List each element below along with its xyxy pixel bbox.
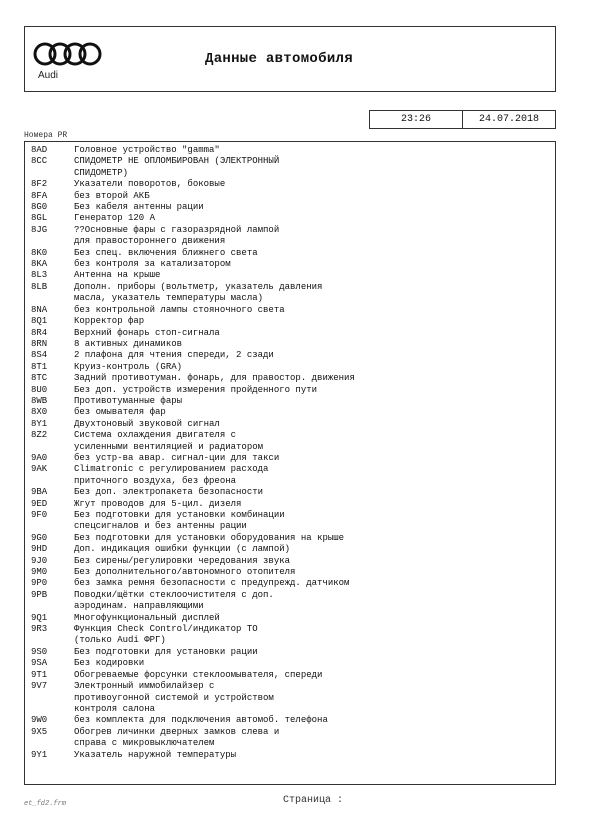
pr-code: 9R3 <box>31 624 48 635</box>
pr-description <box>74 487 555 498</box>
timestamp-box <box>369 110 556 129</box>
pr-description-line: Противотуманные фары <box>74 395 183 406</box>
pr-code: 9G0 <box>31 532 48 543</box>
pr-description-line: Climatronic с регулированием расхода <box>74 464 269 475</box>
pr-code: 9W0 <box>31 715 48 726</box>
pr-description-line: без контрольной лампы стояночного света <box>74 304 285 315</box>
list-item <box>25 544 555 555</box>
list-item <box>25 191 555 202</box>
pr-description-line: Дополн. приборы (вольтметр, указатель давления <box>74 281 323 292</box>
list-item <box>25 282 555 305</box>
list-item <box>25 248 555 259</box>
section-label: Номера PR <box>24 131 68 140</box>
pr-description-line: аэродинам. направляющими <box>74 601 204 612</box>
list-item <box>25 750 555 761</box>
pr-description <box>74 670 555 681</box>
pr-description-line: Верхний фонарь стоп-сигнала <box>74 327 220 338</box>
pr-code: 9ED <box>31 498 48 509</box>
page-title: Данные автомобиля <box>205 51 353 67</box>
pr-code: 9PB <box>31 589 48 600</box>
pr-description-line: без омывателя фар <box>74 407 166 418</box>
list-item <box>25 385 555 396</box>
list-item <box>25 179 555 190</box>
pr-description <box>74 499 555 510</box>
pr-code: 8R4 <box>31 327 48 338</box>
pr-description-line: Доп. индикация ошибки функции (с лампой) <box>74 544 291 555</box>
list-item <box>25 270 555 281</box>
pr-description-line: Без спец. включения ближнего света <box>74 247 258 258</box>
pr-code: 8NA <box>31 304 48 315</box>
pr-description-line: Указатели поворотов, боковые <box>74 179 226 190</box>
pr-description <box>74 510 555 533</box>
pr-description <box>74 385 555 396</box>
pr-code: 9S0 <box>31 646 48 657</box>
pr-description <box>74 316 555 327</box>
list-item <box>25 715 555 726</box>
pr-description <box>74 202 555 213</box>
pr-description-line: Электронный иммобилайзер с <box>74 681 215 692</box>
pr-description <box>74 191 555 202</box>
pr-code: 9BA <box>31 487 48 498</box>
pr-description <box>74 225 555 248</box>
list-item <box>25 419 555 430</box>
list-item <box>25 316 555 327</box>
list-item <box>25 339 555 350</box>
pr-description <box>74 305 555 316</box>
pr-code: 9M0 <box>31 567 48 578</box>
pr-description-line: Без кодировки <box>74 658 145 669</box>
list-item <box>25 430 555 453</box>
pr-description <box>74 328 555 339</box>
pr-code: 8LB <box>31 281 48 292</box>
pr-description <box>74 282 555 305</box>
pr-description <box>74 750 555 761</box>
form-id: et_fd2.frm <box>24 800 67 808</box>
list-item <box>25 373 555 384</box>
pr-code: 9AK <box>31 464 48 475</box>
pr-description-line: Обогрев личинки дверных замков слева и <box>74 726 280 737</box>
pr-description-line: без замка ремня безопасности с предупрежд. датчиком <box>74 578 350 589</box>
pr-code: 8L3 <box>31 270 48 281</box>
pr-description <box>74 647 555 658</box>
list-item <box>25 213 555 224</box>
pr-description-line: Без подготовки для установки комбинации <box>74 510 285 520</box>
list-item <box>25 487 555 498</box>
header-box <box>24 26 556 92</box>
list-item <box>25 328 555 339</box>
pr-description-line: 2 плафона для чтения спереди, 2 сзади <box>74 350 274 361</box>
pr-description <box>74 453 555 464</box>
pr-description-line: СПИДОМЕТР НЕ ОПЛОМБИРОВАН (ЭЛЕКТРОННЫЙ <box>74 156 280 167</box>
pr-code: 8X0 <box>31 407 48 418</box>
pr-description-line: масла, указатель температуры масла) <box>74 293 264 304</box>
pr-code: 8Y1 <box>31 418 48 429</box>
list-item <box>25 681 555 715</box>
pr-code: 9SA <box>31 658 48 669</box>
pr-description <box>74 578 555 589</box>
pr-code: 8F2 <box>31 179 48 190</box>
audi-rings-logo <box>33 41 103 67</box>
list-item <box>25 533 555 544</box>
list-item <box>25 362 555 373</box>
list-item <box>25 613 555 624</box>
pr-description <box>74 350 555 361</box>
pr-description-line: справа с микровыключателем <box>74 738 215 749</box>
pr-description <box>74 373 555 384</box>
pr-description-line: Жгут проводов для 5-цил. дизеля <box>74 498 242 509</box>
pr-code: 8S4 <box>31 350 48 361</box>
pr-code: 8WB <box>31 395 48 406</box>
page-number-label: Страница : <box>283 795 344 806</box>
list-item <box>25 453 555 464</box>
list-item <box>25 670 555 681</box>
pr-description <box>74 179 555 190</box>
pr-description <box>74 430 555 453</box>
pr-code: 8RN <box>31 338 48 349</box>
pr-code-list <box>24 141 556 785</box>
pr-description-line: (только Audi ФРГ) <box>74 635 166 646</box>
pr-description-line: контроля салона <box>74 703 156 714</box>
pr-description <box>74 270 555 281</box>
pr-code: 8TC <box>31 373 48 384</box>
pr-description <box>74 464 555 487</box>
time-value: 23:26 <box>370 111 463 128</box>
pr-description <box>74 156 555 179</box>
list-item <box>25 305 555 316</box>
pr-code: 9T1 <box>31 669 48 680</box>
list-item <box>25 556 555 567</box>
pr-code: 8T1 <box>31 361 48 372</box>
pr-description-line: усиленными вентиляцией и радиатором <box>74 441 264 452</box>
pr-code: 8JG <box>31 224 48 235</box>
date-value: 24.07.2018 <box>478 114 539 125</box>
pr-description-line: Без сирены/регулировки чередования звука <box>74 555 291 566</box>
pr-description-line: Без дополнительного/автономного отопителя <box>74 567 296 578</box>
pr-description-line: Двухтоновый звуковой сигнал <box>74 418 220 429</box>
pr-code: 8G0 <box>31 202 48 213</box>
pr-code: 8KA <box>31 259 48 270</box>
list-item <box>25 225 555 248</box>
pr-code: 9J0 <box>31 555 48 566</box>
list-item <box>25 499 555 510</box>
pr-description-line: Без доп. устройств измерения пройденного пути <box>74 384 318 395</box>
pr-code: 8CC <box>31 156 48 167</box>
pr-description-line: без комплекта для подключения автомоб. телефона <box>74 715 328 726</box>
pr-description <box>74 248 555 259</box>
list-item <box>25 407 555 418</box>
pr-description-line: без устр-ва авар. сигнал-ции для такси <box>74 452 280 463</box>
pr-description <box>74 396 555 407</box>
pr-code: 9Y1 <box>31 749 48 760</box>
pr-description <box>74 556 555 567</box>
pr-description <box>74 339 555 350</box>
list-item <box>25 259 555 270</box>
pr-description <box>74 715 555 726</box>
pr-description <box>74 145 555 156</box>
pr-description-line: Обогреваемые форсунки стеклоомывателя, спереди <box>74 669 323 680</box>
pr-code: 8AD <box>31 145 48 155</box>
pr-description <box>74 362 555 373</box>
pr-description-line: без контроля за катализатором <box>74 259 231 270</box>
pr-description <box>74 590 555 613</box>
pr-description-line: Антенна на крыше <box>74 270 161 281</box>
pr-description-line: Система охлаждения двигателя с <box>74 430 237 441</box>
list-item <box>25 624 555 647</box>
list-item <box>25 578 555 589</box>
pr-description-line: Многофункциональный дисплей <box>74 612 220 623</box>
pr-description-line: Задний противотуман. фонарь, для правостор. движения <box>74 373 355 384</box>
pr-description-line: Без подготовки для установки оборудования на крыше <box>74 532 345 543</box>
pr-description <box>74 533 555 544</box>
pr-description-line: СПИДОМЕТР) <box>74 167 129 178</box>
pr-description <box>74 544 555 555</box>
pr-code: 9X5 <box>31 726 48 737</box>
pr-description <box>74 613 555 624</box>
pr-code: 8GL <box>31 213 48 224</box>
list-item <box>25 350 555 361</box>
pr-description <box>74 658 555 669</box>
list-item <box>25 202 555 213</box>
pr-description-line: Генератор 120 А <box>74 213 156 224</box>
pr-code: 9HD <box>31 544 48 555</box>
list-item <box>25 156 555 179</box>
list-item <box>25 727 555 750</box>
pr-description-line: без второй АКБ <box>74 190 150 201</box>
pr-description <box>74 681 555 715</box>
pr-description-line: Корректор фар <box>74 316 145 327</box>
list-item <box>25 647 555 658</box>
list-item <box>25 464 555 487</box>
pr-code: 8K0 <box>31 247 48 258</box>
pr-description <box>74 624 555 647</box>
pr-description-line: противоугонной системой и устройством <box>74 692 274 703</box>
list-item <box>25 590 555 613</box>
list-item <box>25 396 555 407</box>
brand-name: Audi <box>38 70 59 81</box>
list-item <box>25 567 555 578</box>
pr-description <box>74 213 555 224</box>
pr-code: 9V7 <box>31 681 48 692</box>
pr-description <box>74 567 555 578</box>
list-item <box>25 658 555 669</box>
pr-code: 9P0 <box>31 578 48 589</box>
pr-description-line: спецсигналов и без антенны рации <box>74 521 247 532</box>
pr-description-line: для правостороннего движения <box>74 236 226 247</box>
pr-description-line: Без кабеля антенны рации <box>74 202 204 213</box>
pr-description-line: Головное устройство "gamma" <box>74 145 220 155</box>
pr-description <box>74 727 555 750</box>
pr-description <box>74 259 555 270</box>
pr-code: 9F0 <box>31 510 48 520</box>
list-item <box>25 145 555 156</box>
pr-description-line: Поводки/щётки стеклоочистителя с доп. <box>74 589 274 600</box>
pr-description <box>74 419 555 430</box>
pr-description-line: Функция Check Control/индикатор ТО <box>74 624 258 635</box>
pr-description <box>74 407 555 418</box>
pr-code: 8Z2 <box>31 430 48 441</box>
pr-code: 8Q1 <box>31 316 48 327</box>
pr-code: 9A0 <box>31 452 48 463</box>
pr-code: 8U0 <box>31 384 48 395</box>
pr-code: 8FA <box>31 190 48 201</box>
pr-description-line: Указатель наружной температуры <box>74 749 237 760</box>
pr-code: 9Q1 <box>31 612 48 623</box>
pr-description-line: Без доп. электропакета безопасности <box>74 487 264 498</box>
pr-description-line: Круиз-контроль (GRA) <box>74 361 183 372</box>
pr-description-line: приточного воздуха, без фреона <box>74 475 237 486</box>
list-item <box>25 510 555 533</box>
pr-description-line: Без подготовки для установки рации <box>74 646 258 657</box>
pr-description-line: 8 активных динамиков <box>74 338 183 349</box>
pr-description-line: ??Основные фары с газоразрядной лампой <box>74 224 280 235</box>
